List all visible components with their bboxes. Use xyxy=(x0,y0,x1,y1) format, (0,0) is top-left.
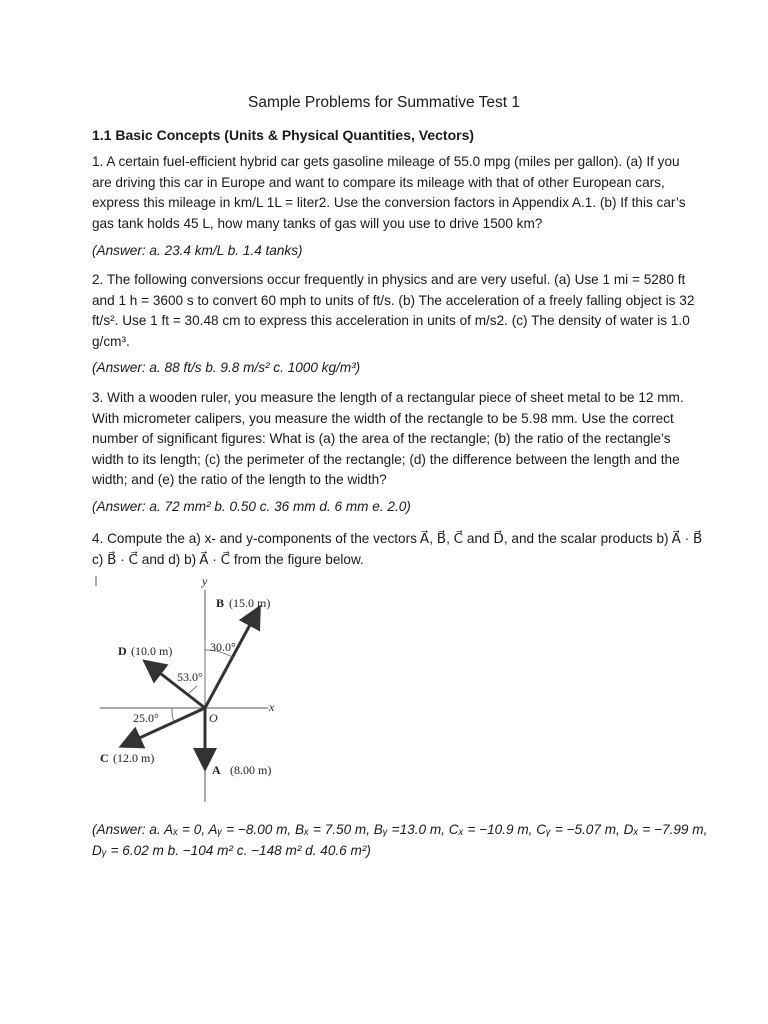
problem-3 xyxy=(92,388,692,491)
answer-3: (Answer: a. 72 mm² b. 0.50 c. 36 mm d. 6 mm e. 2.0) xyxy=(92,499,411,514)
problem-line: g/cm³. xyxy=(92,333,130,349)
x-axis-label: x xyxy=(269,700,275,714)
origin-label: O xyxy=(209,711,218,725)
answer-line: (Answer: a. Aₓ = 0, Aᵧ = −8.00 m, Bₓ = 7.50 m, Bᵧ =13.0 m, Cₓ = −10.9 m, Cᵧ = −5.07 m, Dₓ = −7.99 m, xyxy=(92,822,708,837)
problem-line: 3. With a wooden ruler, you measure the length of a rectangular piece of sheet metal to be 12 mm. xyxy=(92,390,684,405)
problem-line: c) B⃗ · C⃗ and d) b) A⃗ · C⃗ from the figure below. xyxy=(92,551,364,567)
answer-line: Dᵧ = 6.02 m b. −104 m² c. −148 m² d. 40.6 m²) xyxy=(92,842,371,858)
problem-1 xyxy=(92,152,692,234)
problem-line: number of significant figures: What is (a) the area of the rectangle; (b) the ratio of the rectangle’s xyxy=(92,431,671,446)
vec-b-symbol: B⃗ xyxy=(216,596,234,610)
angle-arc-d xyxy=(188,686,197,694)
problem-line: 4. Compute the a) x- and y-components of the vectors A⃗, B⃗, C⃗ and D⃗, and the scalar products b) A⃗ · B⃗ xyxy=(92,531,703,546)
vec-c-symbol: C⃗ xyxy=(100,751,118,765)
page-title: Sample Problems for Summative Test 1 xyxy=(248,94,520,111)
angle-c-label: 25.0° xyxy=(133,711,159,725)
angle-d-label: 53.0° xyxy=(177,670,203,684)
problem-4 xyxy=(92,529,703,570)
problem-line: express this mileage in km/L 1L = liter2. Use the conversion factors in Appendix A.1. (b) If this car’s xyxy=(92,195,686,210)
section-heading: 1.1 Basic Concepts (Units & Physical Quantities, Vectors) xyxy=(92,127,475,143)
problem-line: are driving this car in Europe and want to compare its mileage with that of other European cars, xyxy=(92,174,665,190)
vector-b-arrow xyxy=(205,610,258,708)
answer-4 xyxy=(92,820,708,861)
vec-b-magnitude: (15.0 m) xyxy=(229,596,271,610)
vec-d-magnitude: (10.0 m) xyxy=(131,644,173,658)
answer-1: (Answer: a. 23.4 km/L b. 1.4 tanks) xyxy=(92,243,303,258)
vector-figure xyxy=(90,572,290,812)
problem-line: width to its length; (c) the perimeter of the rectangle; (d) the difference between the length and the xyxy=(92,451,680,467)
vec-a-magnitude: (8.00 m) xyxy=(230,763,272,777)
vec-a-symbol: A⃗ xyxy=(212,763,230,777)
problem-line: 2. The following conversions occur frequently in physics and are very useful. (a) Use 1 mi = 5280 ft xyxy=(92,272,686,287)
answer-2: (Answer: a. 88 ft/s b. 9.8 m/s² c. 1000 kg/m³) xyxy=(92,360,361,375)
angle-arc-c xyxy=(172,708,174,722)
problem-line: and 1 h = 3600 s to convert 60 mph to units of ft/s. (b) The acceleration of a freely falling object is 32 xyxy=(92,292,695,308)
problem-line: ft/s². Use 1 ft = 30.48 cm to express this acceleration in units of m/s2. (c) The density of water is 1.0 xyxy=(92,313,690,328)
vec-c-magnitude: (12.0 m) xyxy=(113,751,155,765)
problem-line: width; and (e) the ratio of the length to the width? xyxy=(92,472,387,487)
problem-line: gas tank holds 45 L, how many tanks of gas will you use to drive 1500 km? xyxy=(92,215,543,231)
angle-b-label: 30.0° xyxy=(210,640,236,654)
problem-2 xyxy=(92,270,695,352)
problem-line: 1. A certain fuel-efficient hybrid car gets gasoline mileage of 55.0 mpg (miles per gallon). (a) If you xyxy=(92,154,680,169)
y-axis-label: y xyxy=(202,574,208,588)
problem-line: With micrometer calipers, you measure the width of the rectangle to be 5.98 mm. Use the correct xyxy=(92,410,674,426)
vec-d-symbol: D⃗ xyxy=(118,644,136,658)
